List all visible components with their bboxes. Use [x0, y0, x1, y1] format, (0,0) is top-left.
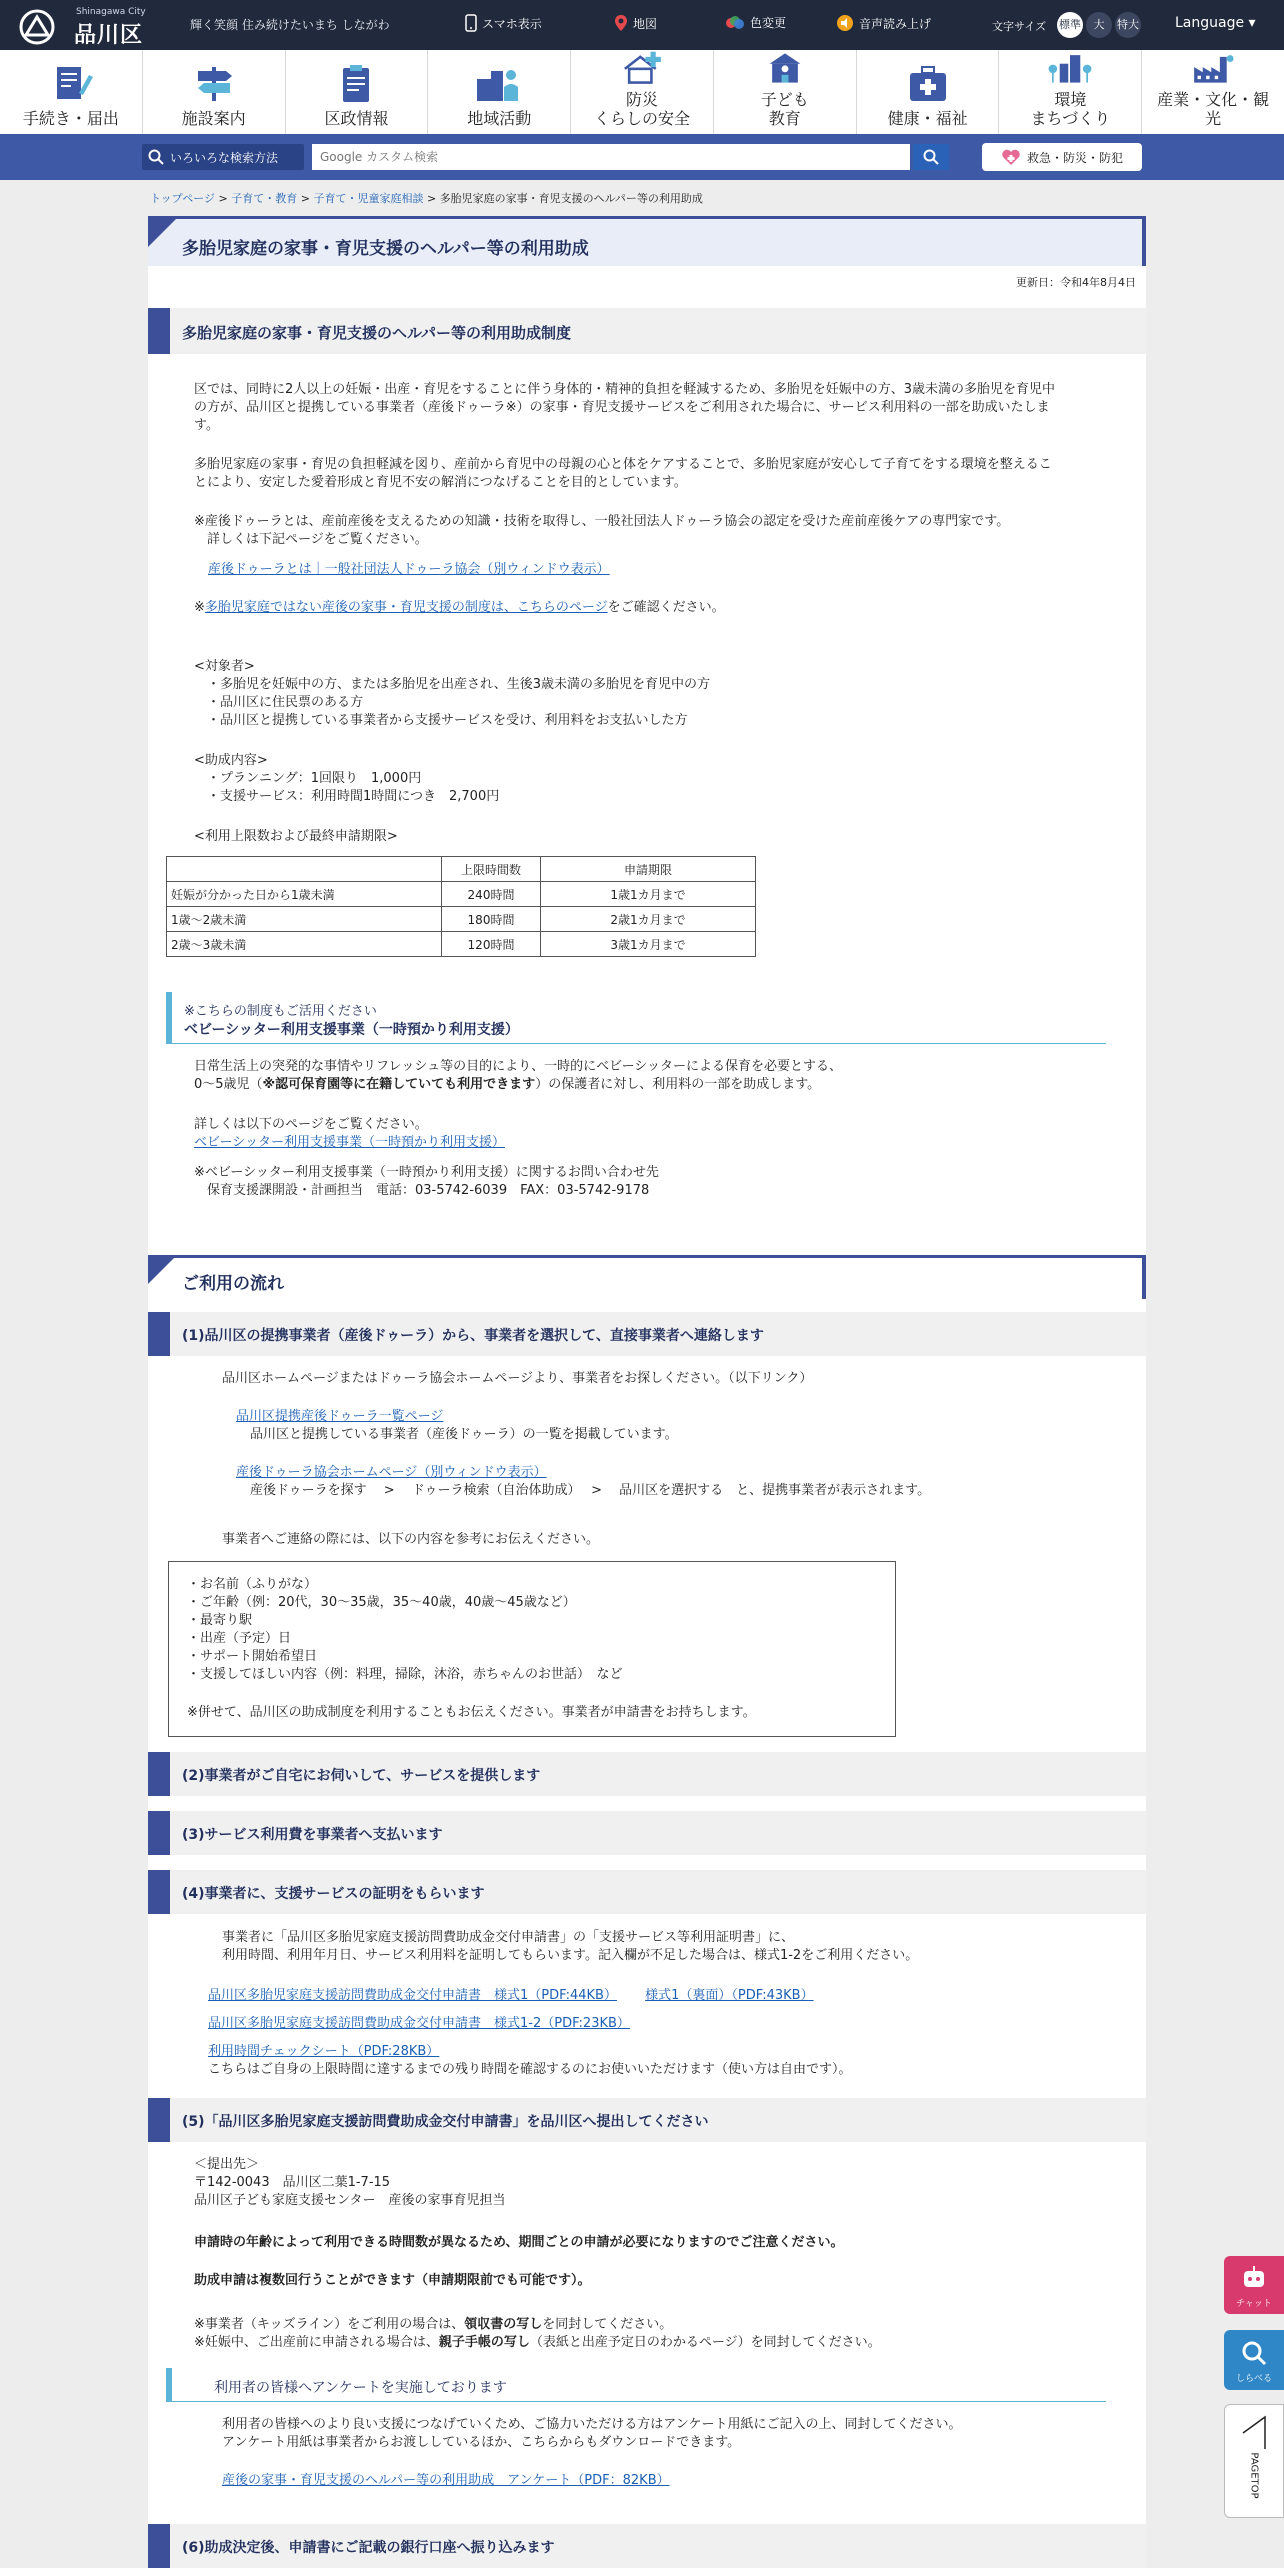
list-item: ・お名前（ふりがな） [187, 1577, 318, 1592]
logo-english: Shinagawa City [76, 7, 146, 17]
step-4-form1-row [208, 1987, 814, 2005]
step-5-address: ＜提出先＞ 〒142-0043 品川区二葉1-7-15 品川区子ども家庭支援センター 産後の家事育児担当 [194, 2157, 506, 2208]
contact-info-box [168, 1561, 896, 1737]
search-side-button[interactable]: しらべる [1224, 2330, 1284, 2390]
signpost-icon [186, 63, 242, 105]
map-pin-icon [614, 14, 628, 32]
flow-heading: ご利用の流れ [148, 1255, 1146, 1299]
form1-2-pdf-link[interactable]: 品川区多胎児家庭支援訪問費助成金交付申請書 様式1-2（PDF:23KB） [208, 2016, 630, 2031]
search-submit-button[interactable] [913, 144, 949, 170]
nav-facilities[interactable]: 施設案内 [143, 50, 286, 134]
step-1-contact: 事業者へご連絡の際には、以下の内容を参考にお伝えください。 [222, 1532, 600, 1547]
medical-box-icon [900, 63, 956, 105]
breadcrumb-consult[interactable]: 子育て・児童家庭相談 [313, 192, 424, 205]
site-logo[interactable] [18, 7, 178, 48]
main-content [148, 216, 1146, 2568]
aid-section: <助成内容> ・プランニング：1回限り 1,000円 ・支援サービス：利用時間1時間につき 2,700円 [194, 753, 500, 804]
intro-paragraph-1: 区では、同時に2人以上の妊娠・出産・育児をすることに伴う身体的・精神的負担を軽減するため、多胎児を妊娠中の方、3歳未満の多胎児を育児中 の方が、品川区と提携している事業者（産後ドゥーラ※）の家事・育児支援サービスをご利用された場合に、サービス利用料の一部を助成いたしま す。 [194, 382, 1056, 433]
doula-note: ※産後ドゥーラとは、産前産後を支えるための知識・技術を取得し、一般社団法人ドゥーラ協会の認定を受けた産前産後ケアの専門家です。 詳しくは下記ページをご覧ください。 [194, 514, 1010, 547]
map-link[interactable]: 地図 [614, 14, 657, 32]
page-title-box [148, 216, 1146, 266]
nav-procedures[interactable]: 手続き・届出 [0, 50, 143, 134]
doula-info-link[interactable]: 産後ドゥーラとは｜一般社団法人ドゥーラ協会（別ウィンドウ表示） [208, 562, 610, 577]
step-5-notice-1: 申請時の年齢によって利用できる時間数が異なるため、期間ごとの申請が必要になりますのでご注意ください。 [194, 2235, 844, 2250]
survey-heading: 利用者の皆様へアンケートを実施しております [166, 2368, 1106, 2402]
shinagawa-doula-list-link[interactable]: 品川区提携産後ドゥーラ一覧ページ [236, 1409, 444, 1424]
smartphone-icon [465, 14, 477, 32]
breadcrumb-current: 多胎児家庭の家事・育児支援のヘルパー等の利用助成 [439, 192, 703, 205]
list-item: ・最寄り駅 [187, 1613, 253, 1628]
babysitter-more: 詳しくは以下のページをご覧ください。 [194, 1117, 428, 1132]
chevron-down-icon: ▾ [1248, 15, 1256, 31]
font-size-label: 文字サイズ [992, 20, 1047, 33]
heart-icon [1001, 148, 1021, 166]
breadcrumb: トップページ > 子育て・教育 > 子育て・児童家庭相談 > 多胎児家庭の家事・育児支援のヘルパー等の利用助成 [150, 192, 703, 205]
step-2-heading: (2)事業者がご自宅にお伺いして、サービスを提供します [148, 1752, 1146, 1796]
babysitter-link[interactable]: ベビーシッター利用支援事業（一時預かり利用支援） [194, 1135, 505, 1150]
nav-community[interactable]: 地域活動 [428, 50, 571, 134]
table-header-row: 上限時間数 申請期限 [167, 857, 756, 882]
nav-environment-town[interactable]: 環境 まちづくり [999, 50, 1142, 134]
community-icon [471, 63, 527, 105]
search-input[interactable] [312, 144, 910, 170]
color-palette-icon [725, 15, 745, 31]
top-bar [0, 0, 1284, 50]
pagetop-button[interactable]: PAGETOP [1224, 2404, 1284, 2518]
box-note: ※併せて、品川区の助成制度を利用することもお伝えください。事業者が申請書をお持ちします。 [187, 1705, 756, 1720]
intro-paragraph-2: 多胎児家庭の家事・育児の負担軽減を図り、産前から育児中の母親の心と体をケアすることで、多胎児家庭が安心して子育てをする環境を整えるこ とにより、安定した愛着形成と育児不安の解消につなげることを目的としています。 [194, 457, 1052, 490]
section-heading: 多胎児家庭の家事・育児支援のヘルパー等の利用助成制度 [148, 308, 1146, 354]
form1-back-pdf-link[interactable]: 様式1（裏面）（PDF:43KB） [645, 1988, 814, 2003]
step-5-heading: (5)「品川区多胎児家庭支援訪問費助成金交付申請書」を品川区へ提出してください [148, 2098, 1146, 2142]
breadcrumb-child-edu[interactable]: 子育て・教育 [231, 192, 298, 205]
list-item: ・支援してほしい内容（例：料理，掃除，沐浴，赤ちゃんのお世話） など [187, 1667, 623, 1682]
house-cross-icon [614, 50, 670, 86]
search-icon [148, 149, 164, 165]
limit-table [166, 856, 756, 957]
step-1-heading: (1)品川区の提携事業者（産後ドゥーラ）から、事業者を選択して、直接事業者へ連絡します [148, 1312, 1146, 1356]
time-checksheet-link[interactable]: 利用時間チェックシート（PDF:28KB） [208, 2044, 440, 2059]
step-1-link1-desc: 品川区と提携している事業者（産後ドゥーラ）の一覧を掲載しています。 [250, 1427, 678, 1442]
speaker-icon [836, 14, 854, 32]
table-row: 2歳～3歳未満 120時間 3歳1カ月まで [167, 932, 756, 957]
emergency-link[interactable]: 救急・防災・防犯 [982, 143, 1142, 171]
step-4-heading: (4)事業者に、支援サービスの証明をもらいます [148, 1870, 1146, 1914]
step-1-text: 品川区ホームページまたはドゥーラ協会ホームページより、事業者をお探しください。（以下リンク） [222, 1371, 813, 1386]
global-nav [0, 50, 1284, 135]
step-4-text: 事業者に「品川区多胎児家庭支援訪問費助成金交付申請書」の「支援サービス等利用証明書」に、 利用時間、利用年月日、サービス利用料を証明してもらいます。記入欄が不足した場合は、様式1-2をご利用ください。 [222, 1930, 919, 1963]
voice-readout-link[interactable]: 音声読み上げ [836, 14, 931, 32]
babysitter-description: 日常生活上の突発的な事情やリフレッシュ等の目的により、一時的にベビーシッターによる保育を必要とする、 0～5歳児（※認可保育園等に在籍していても利用できます）の保護者に対し、利用料の一部を助成します。 [194, 1059, 843, 1092]
nav-administration[interactable]: 区政情報 [286, 50, 429, 134]
search-bar [0, 134, 1284, 180]
form1-pdf-link[interactable]: 品川区多胎児家庭支援訪問費助成金交付申請書 様式1（PDF:44KB） [208, 1988, 617, 2003]
list-item: ・サポート開始希望日 [187, 1649, 318, 1664]
step-6-heading: (6)助成決定後、申請書にご記載の銀行口座へ振り込みます [148, 2524, 1146, 2568]
limit-heading: <利用上限数および最終申請期限> [194, 829, 398, 844]
breadcrumb-top[interactable]: トップページ [150, 192, 216, 205]
clipboard-icon [328, 63, 384, 105]
font-size-extra-large[interactable]: 特大 [1115, 12, 1141, 38]
nav-disaster-safety[interactable]: 防災 くらしの安全 [571, 50, 714, 134]
babysitter-heading: ※こちらの制度もご活用ください ベビーシッター利用支援事業（一時預かり利用支援） [166, 992, 1106, 1044]
list-item: ・ご年齢（例：20代，30～35歳，35～40歳，40歳～45歳など） [187, 1595, 576, 1610]
step-3-heading: (3)サービス利用費を事業者へ支払います [148, 1811, 1146, 1855]
nav-children-education[interactable]: 子ども 教育 [714, 50, 857, 134]
shinagawa-emblem-icon [18, 9, 56, 45]
color-change-link[interactable]: 色変更 [725, 14, 786, 31]
city-trees-icon [1042, 50, 1098, 86]
non-multiple-note: ※多胎児家庭ではない産後の家事・育児支援の制度は、こちらのページをご確認ください。 [194, 600, 725, 615]
table-row: 妊娠が分かった日から1歳未満 240時間 1歳1カ月まで [167, 882, 756, 907]
updated-date: 更新日：令和4年8月4日 [1016, 276, 1136, 289]
robot-icon [1239, 2263, 1269, 2293]
search-icon [1239, 2338, 1269, 2368]
tagline: 輝く笑顔 住み続けたいまち しながわ [190, 18, 390, 32]
document-pen-icon [43, 63, 99, 105]
step-4-checksheet-desc: こちらはご自身の上限時間に達するまでの残り時間を確認するのにお使いいただけます（使い方は自由です）。 [208, 2062, 852, 2077]
list-item: ・出産（予定）日 [187, 1631, 292, 1646]
step-5-notice-2: 助成申請は複数回行うことができます（申請期限前でも可能です）。 [194, 2273, 591, 2288]
doula-association-link[interactable]: 産後ドゥーラ協会ホームページ（別ウィンドウ表示） [236, 1465, 547, 1480]
font-size-standard[interactable]: 標準 [1057, 12, 1083, 38]
non-multiple-link[interactable]: 多胎児家庭ではない産後の家事・育児支援の制度は、こちらのページ [204, 600, 608, 615]
nav-industry-culture[interactable]: 産業・文化・観 光 [1142, 50, 1284, 134]
page-title: 多胎児家庭の家事・育児支援のヘルパー等の利用助成 [182, 239, 589, 259]
babysitter-contact: ※ベビーシッター利用支援事業（一時預かり利用支援）に関するお問い合わせ先 保育支援課開設・計画担当 電話：03-5742-6039 FAX：03-5742-9178 [194, 1165, 659, 1198]
language-selector[interactable]: Language ▾ [1175, 15, 1256, 31]
table-row: 1歳～2歳未満 180時間 2歳1カ月まで [167, 907, 756, 932]
nav-health-welfare[interactable]: 健康・福祉 [857, 50, 1000, 134]
target-section: <対象者> ・多胎児を妊娠中の方、または多胎児を出産され、生後3歳未満の多胎児を育児中の方 ・品川区に住民票のある方 ・品川区と提携している事業者から支援サービスを受け、利用料をお支払いした方 [194, 659, 711, 728]
step-1-link2-desc: 産後ドゥーラを探す > ドゥーラ検索（自治体助成） > 品川区を選択する と、提携事業者が表示されます。 [250, 1483, 931, 1498]
font-size-large[interactable]: 大 [1086, 12, 1112, 38]
survey-text: 利用者の皆様へのより良い支援につなげていくため、ご協力いただける方はアンケート用紙にご記入の上、同封してください。 アンケート用紙は事業者からお渡ししているほか、こちらからもダウンロードできます。 [222, 2417, 962, 2450]
smartphone-view-link[interactable]: スマホ表示 [465, 14, 542, 32]
search-icon [923, 149, 939, 165]
chat-button[interactable]: チャット [1224, 2256, 1284, 2314]
school-icon [757, 50, 813, 86]
search-methods-button[interactable]: いろいろな検索方法 [142, 144, 304, 170]
survey-pdf-link[interactable]: 産後の家事・育児支援のヘルパー等の利用助成 アンケート（PDF：82KB） [222, 2473, 670, 2488]
step-5-notes: ※事業者（キッズライン）をご利用の場合は、領収書の写しを同封してください。 ※妊娠中、ご出産前に申請される場合は、親子手帳の写し（表紙と出産予定日のわかるページ）を同封してください。 [194, 2317, 881, 2350]
factory-icon [1185, 50, 1241, 86]
logo-japanese: 品川区 [74, 23, 144, 48]
